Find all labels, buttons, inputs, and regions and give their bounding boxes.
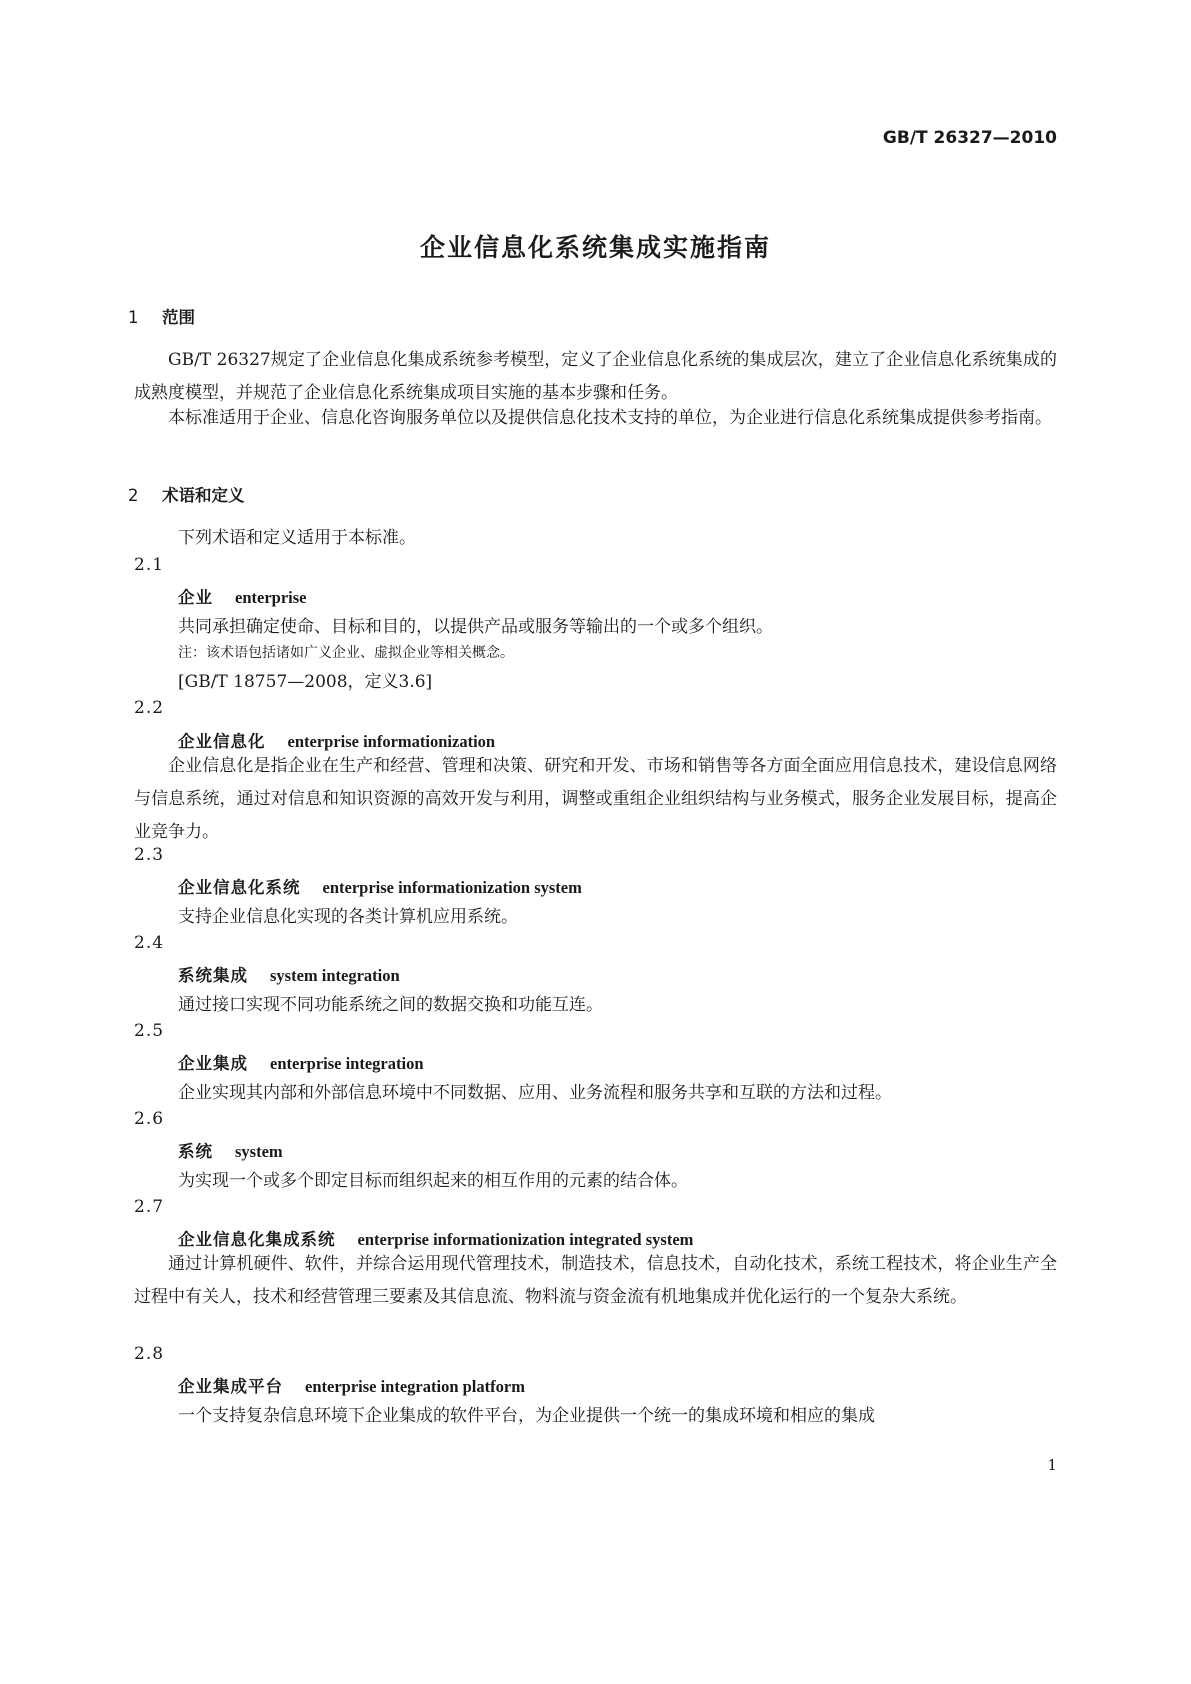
term-zh: 系统 (178, 1142, 213, 1161)
document-title: 企业信息化系统集成实施指南 (419, 233, 771, 262)
term-number: 2.2 (134, 698, 165, 718)
section-number: 2 (128, 486, 139, 505)
term-number: 2.8 (134, 1344, 165, 1364)
term-zh: 企业 (178, 588, 213, 607)
term-zh: 企业信息化 (178, 732, 266, 751)
term-zh: 企业信息化系统 (178, 878, 301, 897)
term-en: system integration (270, 966, 400, 985)
term-heading (178, 1138, 283, 1162)
term-en: enterprise informationization system (322, 878, 582, 897)
term-zh: 企业集成 (178, 1054, 248, 1073)
term-number: 2.6 (134, 1109, 165, 1129)
term-definition: 企业实现其内部和外部信息环境中不同数据、应用、业务流程和服务共享和互联的方法和过程。 (178, 1083, 892, 1103)
paragraph: 本标准适用于企业、信息化咨询服务单位以及提供信息化技术支持的单位，为企业进行信息化系统集成提供参考指南。 (168, 408, 1052, 428)
term-definition: 通过计算机硬件、软件，并综合运用现代管理技术，制造技术，信息技术，自动化技术，系统工程技术，将企业生产全过程中有关人，技术和经营管理三要素及其信息流、物料流与资金流有机地集成并优化运行的一个复杂大系统。 (134, 1254, 1057, 1307)
section-number: 1 (128, 308, 139, 327)
term-definition: 通过接口实现不同功能系统之间的数据交换和功能互连。 (178, 995, 603, 1015)
section-1-heading (128, 304, 195, 328)
term-heading (178, 1373, 525, 1397)
paragraph: GB/T 26327规定了企业信息化集成系统参考模型，定义了企业信息化系统的集成层次，建立了企业信息化系统集成的成熟度模型，并规范了企业信息化系统集成项目实施的基本步骤和任务。 (134, 350, 1057, 403)
term-en: enterprise informationization (287, 732, 496, 751)
term-zh: 系统集成 (178, 966, 248, 985)
term-en: enterprise (235, 588, 307, 607)
term-heading (178, 1226, 693, 1250)
section-title: 术语和定义 (162, 486, 245, 505)
term-source: [GB/T 18757—2008，定义3.6] (178, 672, 433, 692)
term-definition: 支持企业信息化实现的各类计算机应用系统。 (178, 907, 518, 927)
standard-number: GB/T 26327—2010 (882, 128, 1057, 148)
term-number: 2.5 (134, 1021, 165, 1041)
section-intro: 下列术语和定义适用于本标准。 (178, 528, 416, 548)
term-number: 2.3 (134, 845, 165, 865)
term-zh: 企业信息化集成系统 (178, 1230, 336, 1249)
term-en: system (235, 1142, 283, 1161)
term-note: 注：该术语包括诸如广义企业、虚拟企业等相关概念。 (178, 645, 514, 661)
term-zh: 企业集成平台 (178, 1377, 283, 1396)
term-en: enterprise informationization integrated system (357, 1230, 694, 1249)
section-title: 范围 (162, 308, 195, 327)
term-definition: 企业信息化是指企业在生产和经营、管理和决策、研究和开发、市场和销售等各方面全面应用信息技术，建设信息网络与信息系统，通过对信息和知识资源的高效开发与利用，调整或重组企业组织结构与业务模式，服务企业发展目标，提高企业竞争力。 (134, 756, 1057, 842)
term-definition: 一个支持复杂信息环境下企业集成的软件平台，为企业提供一个统一的集成环境和相应的集成 (178, 1406, 875, 1426)
term-definition: 为实现一个或多个即定目标而组织起来的相互作用的元素的结合体。 (178, 1171, 688, 1191)
term-heading (178, 584, 306, 608)
term-number: 2.7 (134, 1197, 165, 1217)
term-number: 2.4 (134, 933, 165, 953)
term-heading (178, 874, 582, 898)
term-heading (178, 962, 400, 986)
term-en: enterprise integration (270, 1054, 424, 1073)
term-heading (178, 1050, 424, 1074)
term-number: 2.1 (134, 555, 165, 575)
page-number: 1 (1047, 1456, 1057, 1474)
term-heading (178, 728, 495, 752)
term-definition: 共同承担确定使命、目标和目的，以提供产品或服务等输出的一个或多个组织。 (178, 617, 773, 637)
term-en: enterprise integration platform (305, 1377, 525, 1396)
section-2-heading (128, 482, 245, 506)
